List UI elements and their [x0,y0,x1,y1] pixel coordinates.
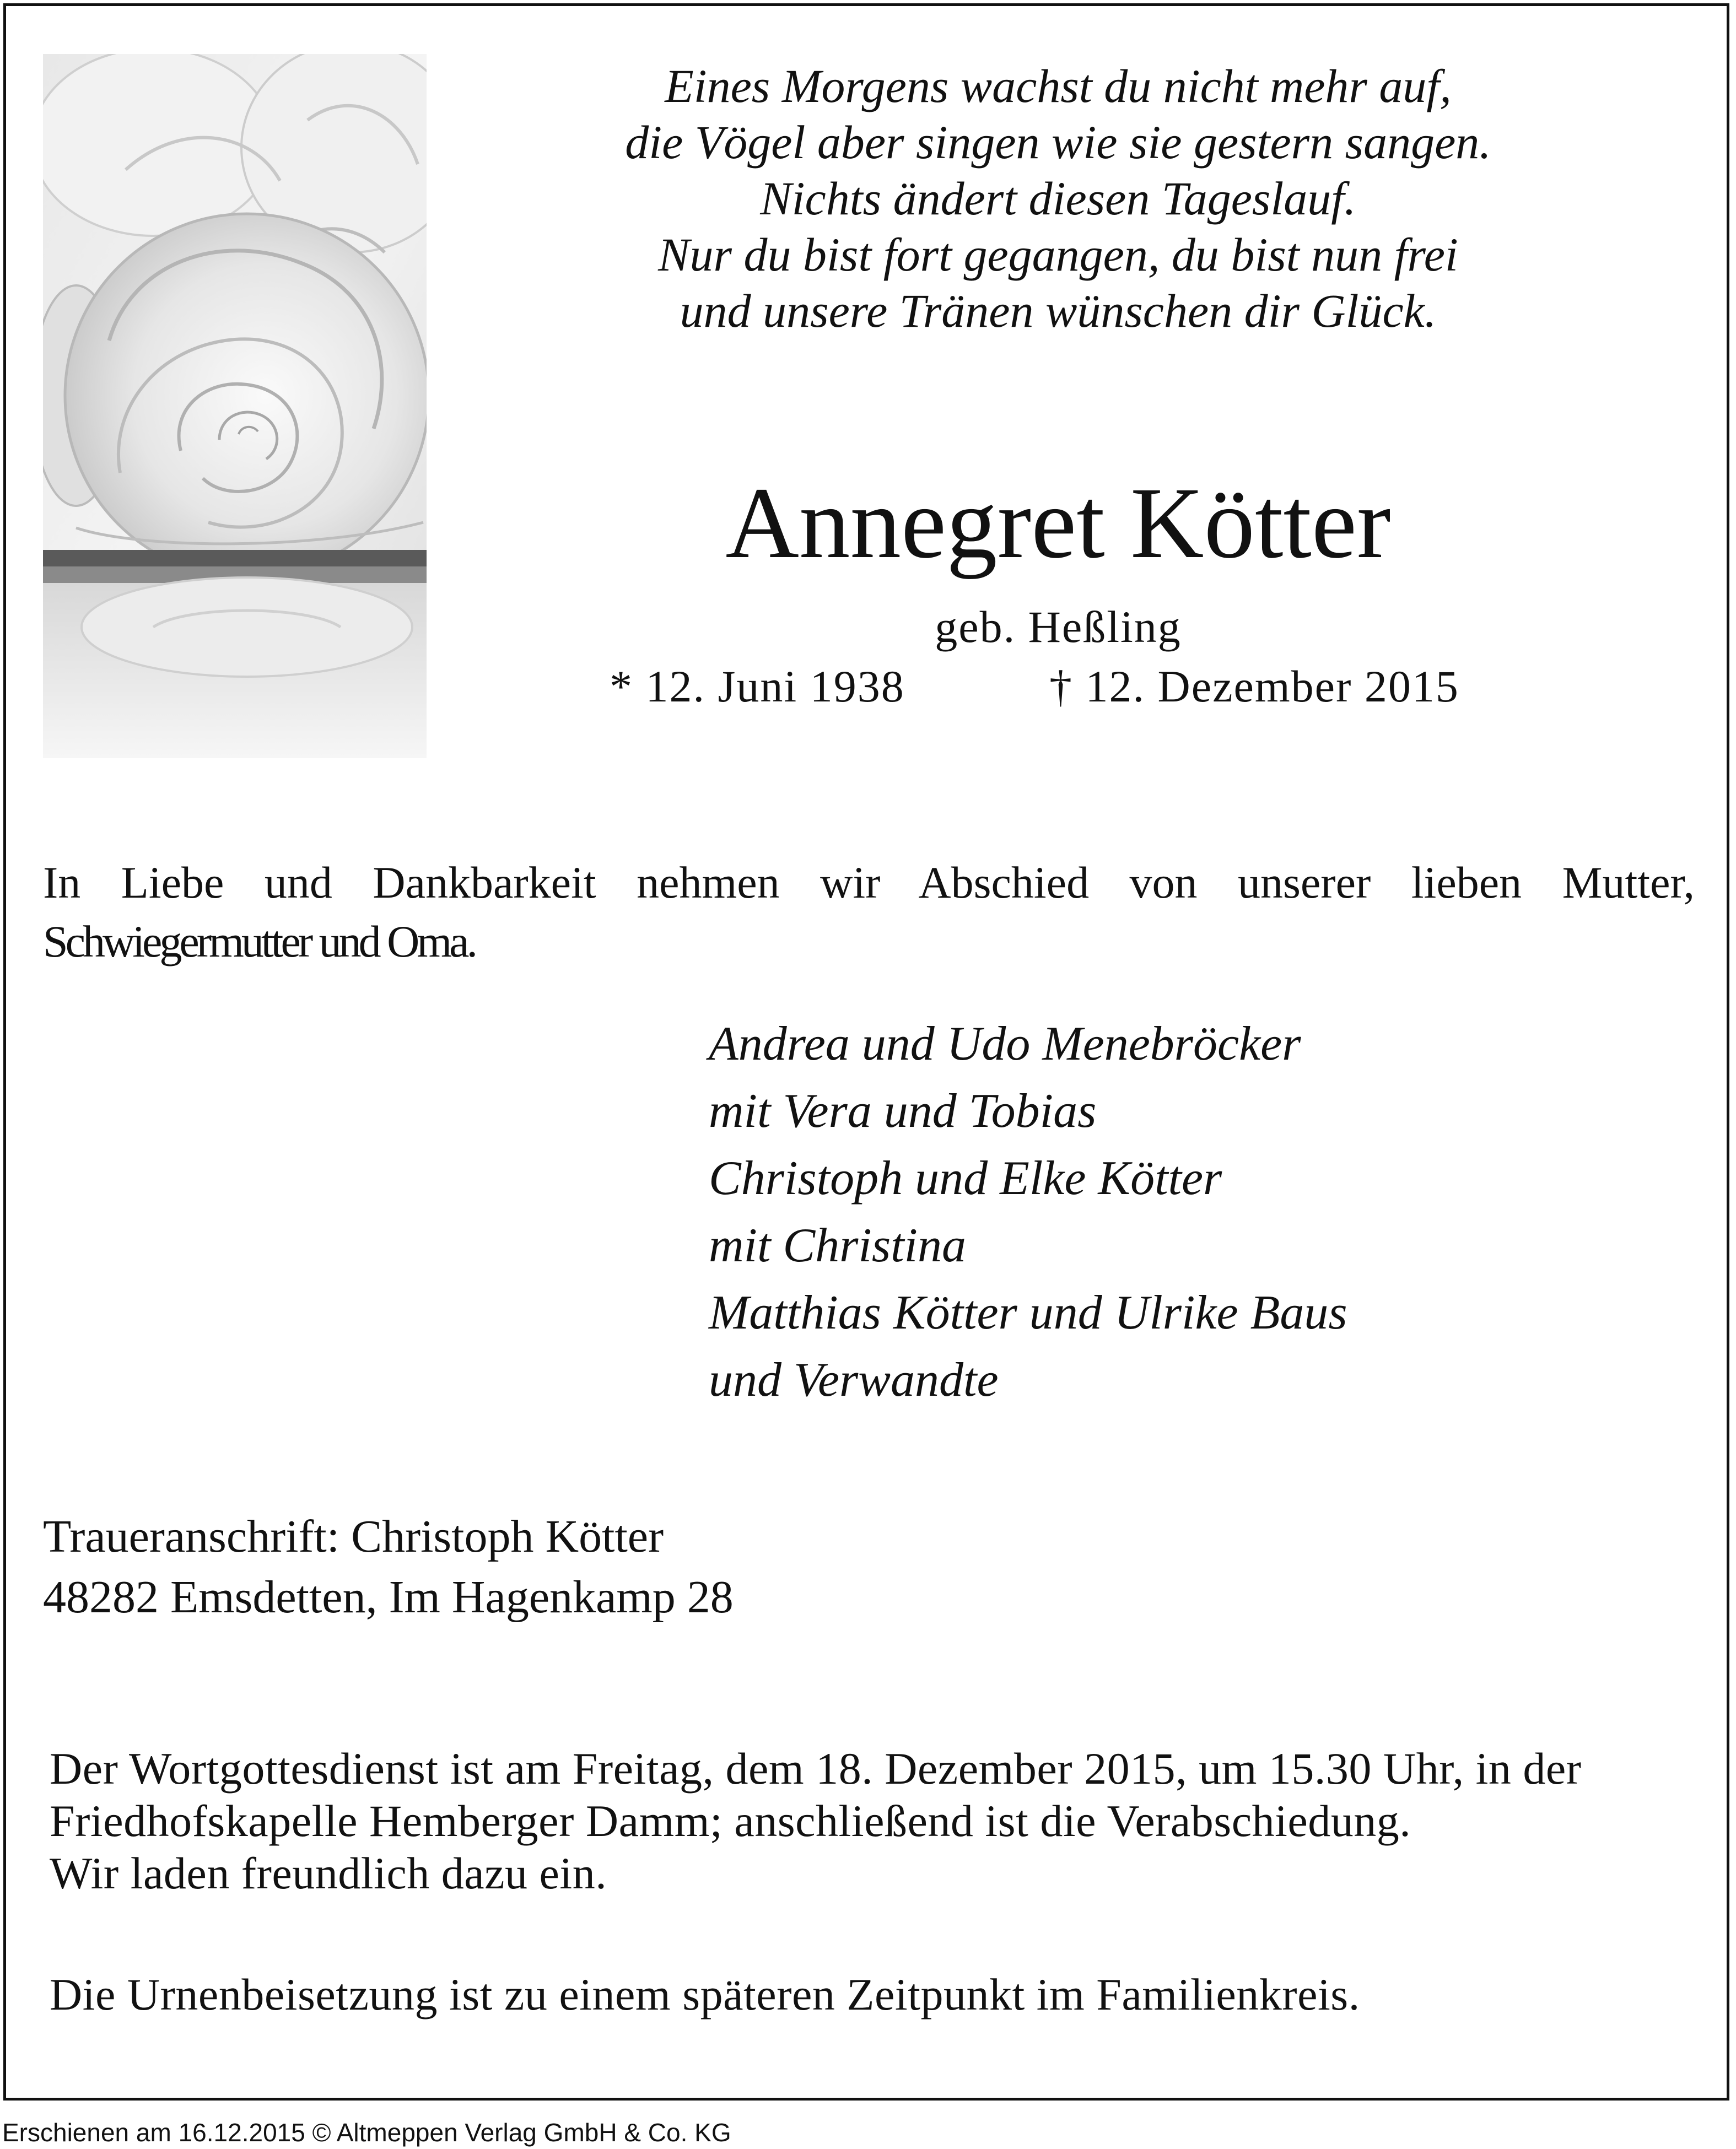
family-line: und Verwandte [709,1353,999,1407]
death-date: † 12. Dezember 2015 [1049,661,1459,711]
family-list [709,1011,1347,1414]
service-line: Friedhofskapelle Hemberger Damm; anschließend ist die Verabschiedung. [50,1796,1411,1846]
burial-info: Die Urnenbeisetzung ist zu einem späteren Zeitpunkt im Familienkreis. [50,1969,1360,2020]
farewell-intro [43,853,1695,971]
intro-line: Schwiegermutter und Oma. [43,916,476,966]
maiden-name: geb. Heßling [935,602,1182,652]
service-info [50,1742,1697,1899]
poem-line: die Vögel aber singen wie sie gestern sangen. [625,116,1491,169]
address-line: Traueranschrift: Christoph Kötter [43,1511,664,1562]
birth-date: * 12. Juni 1938 [610,661,905,711]
poem-line: Nur du bist fort gegangen, du bist nun frei [658,228,1458,281]
family-line: Matthias Kötter und Ulrike Baus [709,1286,1347,1340]
white-rose-image [43,54,427,758]
family-line: Christoph und Elke Kötter [709,1152,1222,1205]
mourning-address [43,1507,734,1628]
service-line: Wir laden freundlich dazu ein. [50,1848,607,1898]
deceased-name: Annegret Kötter [725,467,1391,580]
publication-footer: Erschienen am 16.12.2015 © Altmeppen Verlag GmbH & Co. KG [2,2118,731,2147]
poem-line: und unsere Tränen wünschen dir Glück. [680,284,1437,337]
poem-line: Eines Morgens wachst du nicht mehr auf, [665,60,1452,112]
family-line: mit Vera und Tobias [709,1084,1097,1138]
family-line: Andrea und Udo Menebröcker [709,1017,1301,1071]
poem [529,58,1587,339]
family-line: mit Christina [709,1219,966,1272]
poem-line: Nichts ändert diesen Tageslauf. [760,172,1356,225]
service-line: Der Wortgottesdienst ist am Freitag, dem 18. Dezember 2015, um 15.30 Uhr, in der [50,1743,1582,1794]
intro-line: In Liebe und Dankbarkeit nehmen wir Abschied von unserer lieben Mutter, [43,857,1695,908]
address-line: 48282 Emsdetten, Im Hagenkamp 28 [43,1572,734,1623]
